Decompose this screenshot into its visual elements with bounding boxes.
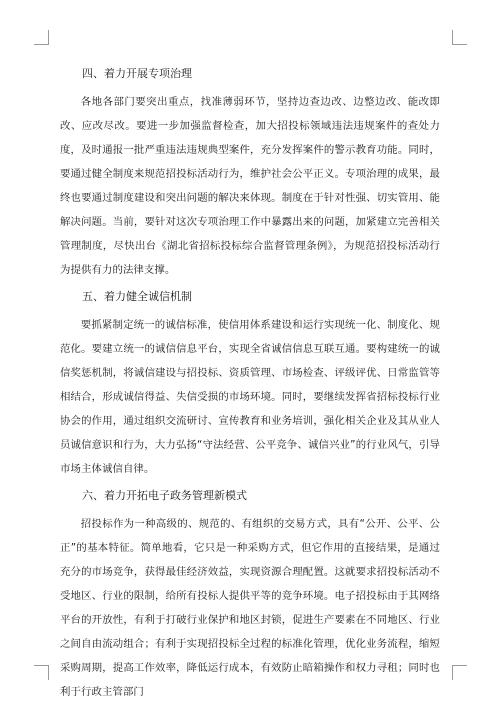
section-heading-5: 五、着力健全诚信机制 [82, 290, 192, 303]
section-heading-4: 四、着力开展专项治理 [82, 67, 192, 80]
crop-mark-bottom-right [452, 665, 467, 680]
section-paragraph-4: 各地各部门要突出重点，找准薄弱环节，坚持边查边改、边整边改、能改即改、应改尽改。要进一步加强监督检查，加大招投标领域违法违规案件的查处力度，及时通报一批严重违法违规典型案件，充分发挥案件的警示教育功能。同时，要通过健全制度来规范招投标活动行为，维护社会公平正义。专项治理的成果，最终也要通过制度建设和突出问题的解决来体现。制度在于针对性强、切实管用、能解决问题。当前，要针对这次专项治理工作中暴露出来的问题，加紧建立完善相关管理制度，尽快出台《湖北省招标投标综合监督管理条例》，为规范招投标活动行为提供有力的法律支撑。 [60, 96, 440, 276]
section-paragraph-6: 招投标作为一种高级的、规范的、有组织的交易方式，具有“公开、公平、公正”的基本特征。简单地看，它只是一种采购方式，但它作用的直接结果，是通过充分的市场竞争，获得最佳经济效益，实现资源合理配置。这就要求招投标活动不受地区、行业的限制，给所有投标人提供平等的竞争环境。电子招投标由于其网络平台的开放性，有利于打破行业保护和地区封锁，促进生产要素在不同地区、行业之间自由流动组合；有利于实现招投标全过程的标准化管理，优化业务流程，缩短采购周期，提高工作效率，降低运行成本，有效防止暗箱操作和权力寻租；同时也利于行政主管部门 [60, 518, 440, 698]
crop-mark-bottom-left [34, 665, 49, 680]
section-heading-6: 六、着力开拓电子政务管理新模式 [82, 489, 247, 502]
crop-mark-top-left [34, 30, 49, 45]
section-paragraph-5: 要抓紧制定统一的诚信标准，使信用体系建设和运行实现统一化、制度化、规范化。要建立统一的诚信信息平台，实现全省诚信信息互联互通。要构建统一的诚信奖惩机制，将诚信建设与招投标、资质管理、市场检查、评级评优、日常监管等相结合，形成诚信得益、失信受损的市场环境。同时，要继续发挥省招标投标行业协会的作用，通过组织交流研讨、宣传教育和业务培训，强化相关企业及其从业人员诚信意识和行为，大力弘扬“守法经营、公平竞争、诚信兴业”的行业风气，引导市场主体诚信自律。 [60, 319, 440, 475]
crop-mark-top-right [452, 30, 467, 45]
document-body [60, 62, 440, 704]
